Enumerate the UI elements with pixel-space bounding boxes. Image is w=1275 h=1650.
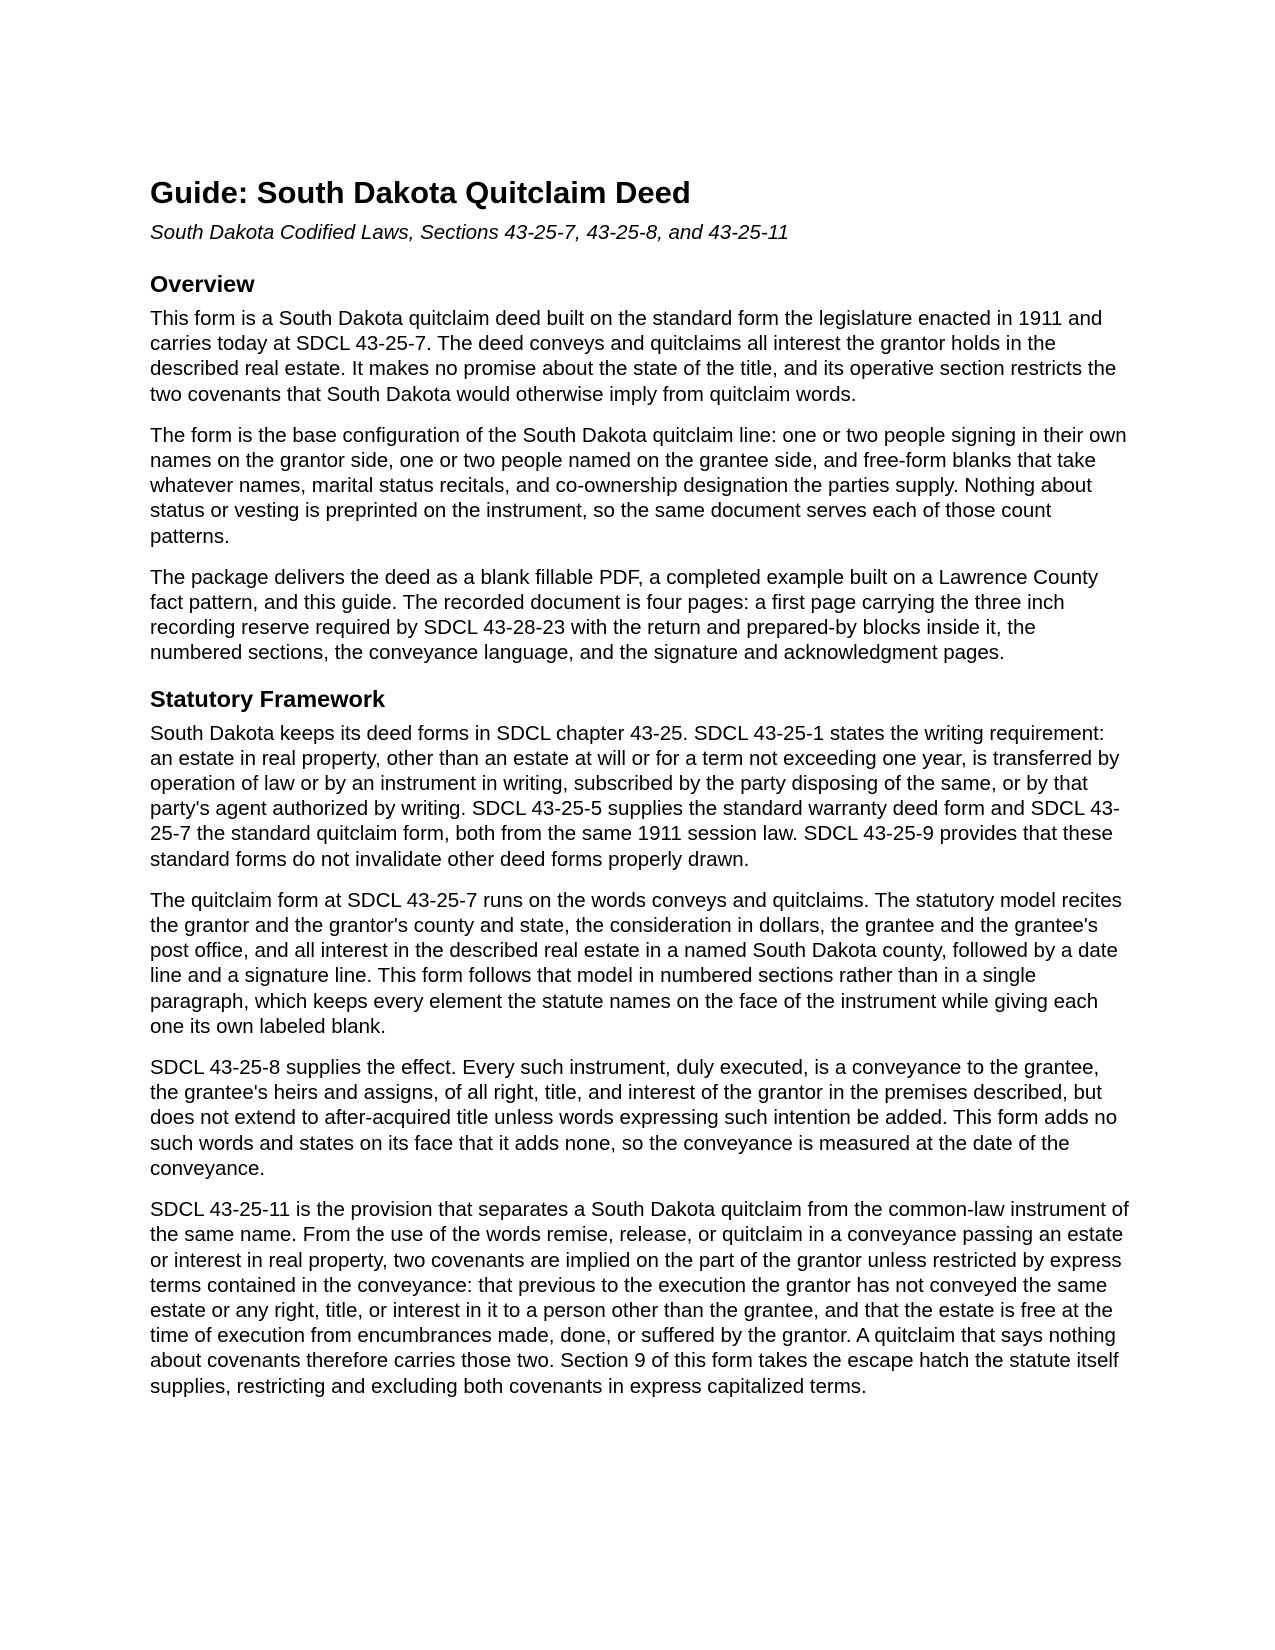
document-subtitle: South Dakota Codified Laws, Sections 43-25-7, 43-25-8, and 43-25-11 [150,221,789,244]
overview-paragraph: The form is the base configuration of the South Dakota quitclaim line: one or two people signing in their own names on the grantor side, one or two people named on the grantee side, and free-form blanks that take whatever names, marital status recitals, and co-ownership designation the parties supply. Nothing about status or vesting is preprinted on the instrument, so the same document serves each of those count patterns. [150,423,1127,548]
statutory-framework-paragraph: The quitclaim form at SDCL 43-25-7 runs on the words conveys and quitclaims. The statutory model recites the grantor and the grantor's county and state, the consideration in dollars, the grantee and the grantee's post office, and all interest in the described real estate in a named South Dakota county, followed by a date line and a signature line. This form follows that model in numbered sections rather than in a single paragraph, which keeps every element the statute names on the face of the instrument while giving each one its own labeled blank. [150,888,1122,1038]
overview-paragraph: The package delivers the deed as a blank fillable PDF, a completed example built on a Lawrence County fact pattern, and this guide. The recorded document is four pages: a first page carrying the three inch recording reserve required by SDCL 43-28-23 with the return and prepared-by blocks inside it, the numbered sections, the conveyance language, and the signature and acknowledgment pages. [150,565,1099,665]
section-heading-statutory-framework: Statutory Framework [150,685,386,712]
section-heading-overview: Overview [150,271,255,297]
document-page [150,172,1132,1399]
overview-paragraph: This form is a South Dakota quitclaim deed built on the standard form the legislature enacted in 1911 and carries today at SDCL 43-25-7. The deed conveys and quitclaims all interest the grantor holds in the described real estate. It makes no promise about the state of the title, and its operative section restricts the two covenants that South Dakota would otherwise imply from quitclaim words. [150,307,1117,406]
statutory-framework-paragraph: South Dakota keeps its deed forms in SDCL chapter 43-25. SDCL 43-25-1 states the writing requirement: an estate in real property, other than an estate at will or for a term not exceeding one year, is transferred by operation of law or by an instrument in writing, subscribed by the party disposing of the same, or by that party's agent authorized by writing. SDCL 43-25-5 supplies the standard warranty deed form and SDCL 43-25-7 the standard quitclaim form, both from the same 1911 session law. SDCL 43-25-9 provides that these standard forms do not invalidate other deed forms properly drawn. [150,721,1120,871]
statutory-framework-paragraph: SDCL 43-25-8 supplies the effect. Every such instrument, duly executed, is a conveyance to the grantee, the grantee's heirs and assigns, of all right, title, and interest of the grantor in the premises described, but does not extend to after-acquired title unless words expressing such intention be added. This form adds no such words and states on its face that it adds none, so the conveyance is measured at the date of the conveyance. [150,1056,1118,1180]
statutory-framework-paragraph: SDCL 43-25-11 is the provision that separates a South Dakota quitclaim from the common-law instrument of the same name. From the use of the words remise, release, or quitclaim in a conveyance passing an estate or interest in real property, two covenants are implied on the part of the grantor unless restricted by express terms contained in the conveyance: that previous to the execution the grantor has not conveyed the same estate or any right, title, or interest in it to a person other than the grantee, and that the estate is free at the time of execution from encumbrances made, done, or suffered by the grantor. A quitclaim that says nothing about covenants therefore carries those two. Section 9 of this form takes the escape hatch the statute itself supplies, restricting and excluding both covenants in express capitalized terms. [150,1198,1129,1398]
document-title: Guide: South Dakota Quitclaim Deed [150,175,691,210]
